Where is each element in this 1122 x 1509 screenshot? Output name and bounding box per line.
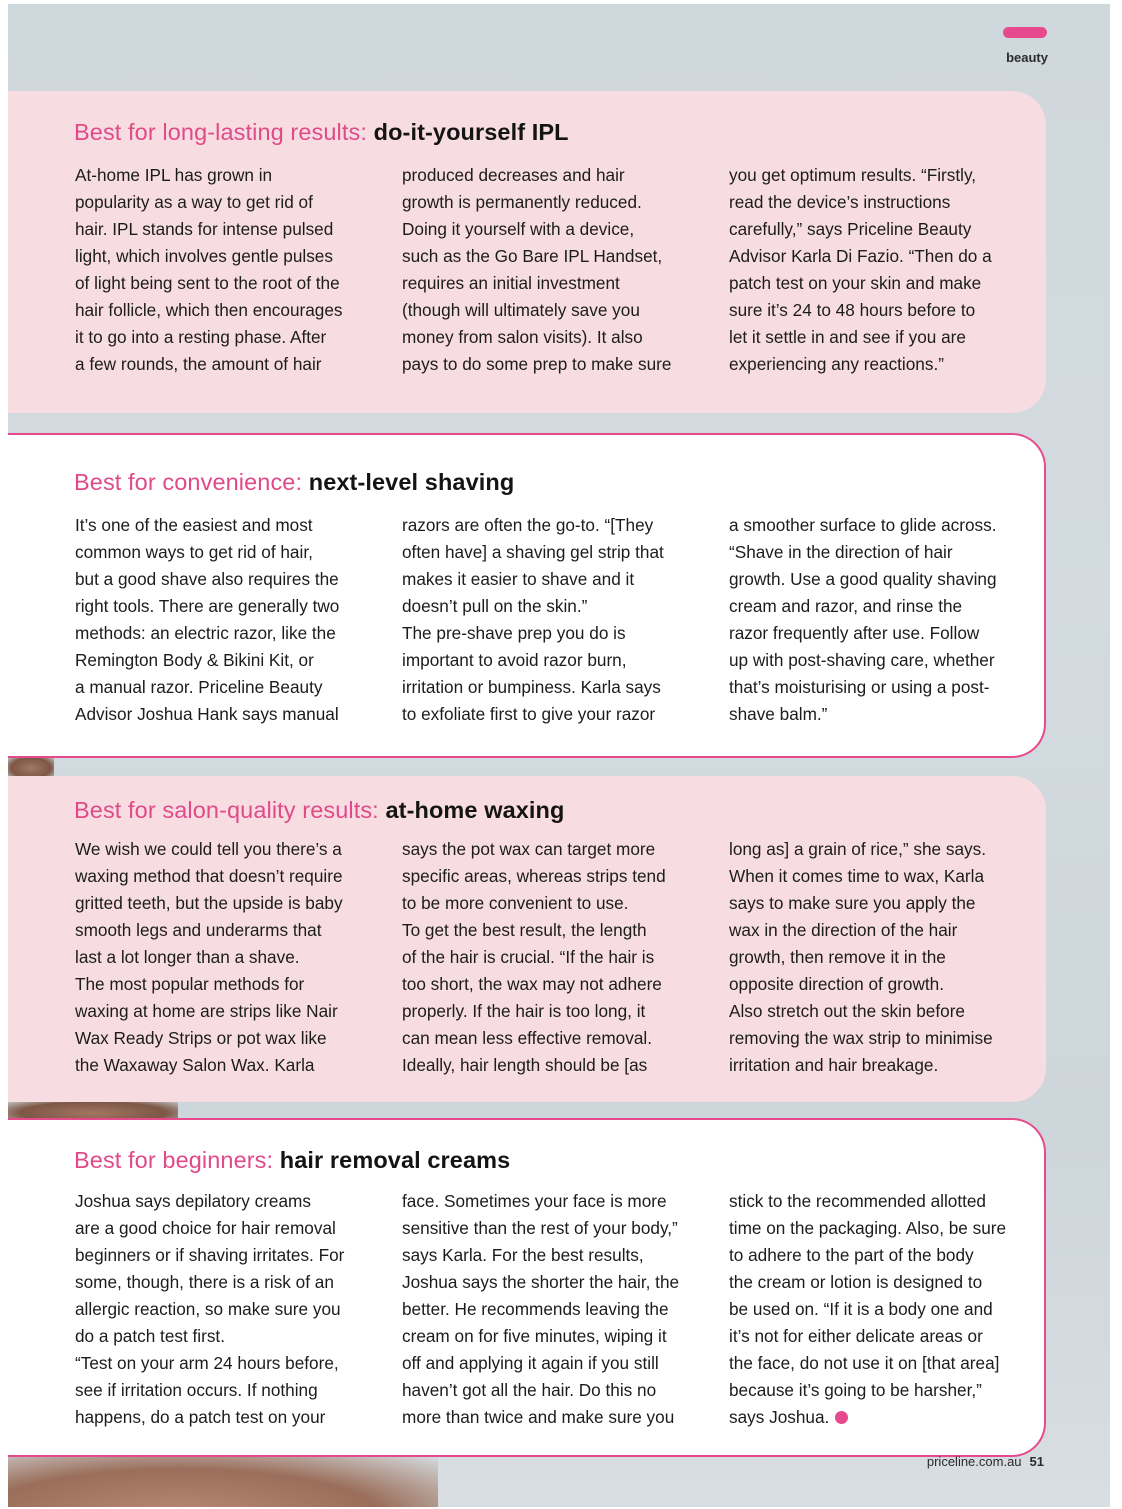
body-column-3	[729, 1188, 1039, 1431]
heading-subject: do-it-yourself IPL	[373, 119, 569, 145]
heading-kicker: Best for beginners:	[74, 1147, 274, 1173]
body-column-1: At-home IPL has grown in popularity as a way to get rid of hair. IPL stands for intense pulsed light, which involves gentle pulses of light being sent to the root of the hair follicle, which then encourages it to go into a resting phase. After a few rounds, the amount of hair	[75, 165, 343, 374]
page-footer	[927, 1454, 1044, 1469]
heading-kicker: Best for salon-quality results:	[74, 797, 379, 823]
section-card-creams	[8, 1118, 1046, 1457]
body-column-3: long as] a grain of rice,” she says. When it comes time to wax, Karla says to make sure you apply the wax in the direction of the hair growth, then remove it in the opposite direction of growth. Also stretch out the skin before removing the wax strip to minimise irritation and hair breakage.	[729, 839, 993, 1075]
body-column-2: says the pot wax can target more specific areas, whereas strips tend to be more convenient to use. To get the best result, the length of the hair is crucial. “If the hair is too short, the wax may not adhere properly. If the hair is too long, it can mean less effective removal. Ideally, hair length should be [as	[402, 839, 666, 1075]
section-card-ipl	[8, 91, 1046, 413]
body-column-1: It’s one of the easiest and most common ways to get rid of hair, but a good shave also requires the right tools. There are generally two methods: an electric razor, like the Remington Body & Bikini Kit, or a manual razor. Priceline Beauty Advisor Joshua Hank says manual	[75, 515, 340, 724]
body-column-3: a smoother surface to glide across. “Shave in the direction of hair growth. Use a good quality shaving cream and razor, and rinse the razor frequently after use. Follow up with post-shaving care, whether that’s moisturising or using a post- shave balm.”	[729, 515, 997, 724]
section-heading	[74, 119, 569, 146]
background-photo-skin-bottom	[8, 1456, 438, 1507]
end-of-article-dot-icon	[835, 1411, 848, 1424]
section-heading	[74, 1147, 510, 1174]
body-column-1: We wish we could tell you there’s a waxing method that doesn’t require gritted teeth, but the upside is baby smooth legs and underarms that last a lot longer than a shave. The most popular methods for waxing at home are strips like Nair Wax Ready Strips or pot wax like the Waxaway Salon Wax. Karla	[75, 839, 343, 1075]
page-number: 51	[1029, 1454, 1044, 1469]
body-column-1: Joshua says depilatory creams are a good choice for hair removal beginners or if shaving irritates. For some, though, there is a risk of an allergic reaction, so make sure you do a patch test first. “Test on your arm 24 hours before, see if irritation occurs. If nothing happens, do a patch test on your	[75, 1191, 345, 1427]
footer-website: priceline.com.au	[926, 1454, 1022, 1469]
section-tag-pill	[1003, 27, 1047, 38]
body-column-2: razors are often the go-to. “[They often have] a shaving gel strip that makes it easier to shave and it doesn’t pull on the skin.” The pre-shave prep you do is important to avoid razor burn, irritation or bumpiness. Karla says to exfoliate first to give your razor	[402, 515, 664, 724]
body-column-2: produced decreases and hair growth is permanently reduced. Doing it yourself with a device, such as the Go Bare IPL Handset, requires an initial investment (though will ultimately save you money from salon visits). It also pays to do some prep to make sure	[402, 165, 672, 374]
heading-kicker: Best for long-lasting results:	[74, 119, 367, 145]
heading-subject: at-home waxing	[385, 797, 565, 823]
magazine-page	[8, 4, 1110, 1507]
section-card-waxing	[8, 776, 1046, 1102]
section-heading	[74, 797, 564, 824]
section-card-shaving	[8, 433, 1046, 758]
body-column-2: face. Sometimes your face is more sensitive than the rest of your body,” says Karla. For the best results, Joshua says the shorter the hair, the better. He recommends leaving the cream on for five minutes, wiping it off and applying it again if you still haven’t got all the hair. Do this no more than twice and make sure you	[402, 1191, 680, 1427]
body-column-3: you get optimum results. “Firstly, read the device’s instructions carefully,” says Priceline Beauty Advisor Karla Di Fazio. “Then do a patch test on your skin and make sure it’s 24 to 48 hours before to let it settle in and see if you are experiencing any reactions.”	[729, 165, 992, 374]
section-heading	[74, 469, 514, 496]
section-label: beauty	[1006, 50, 1048, 65]
heading-subject: next-level shaving	[308, 469, 515, 495]
column-text: stick to the recommended allotted time on the packaging. Also, be sure to adhere to the part of the body the cream or lotion is designed to be used on. “If it is a body one and it’s not for either delicate areas or the face, do not use it on [that area] because it’s going to be harsher,” says Joshua.	[729, 1191, 1007, 1427]
heading-kicker: Best for convenience:	[74, 469, 303, 495]
heading-subject: hair removal creams	[279, 1147, 511, 1173]
